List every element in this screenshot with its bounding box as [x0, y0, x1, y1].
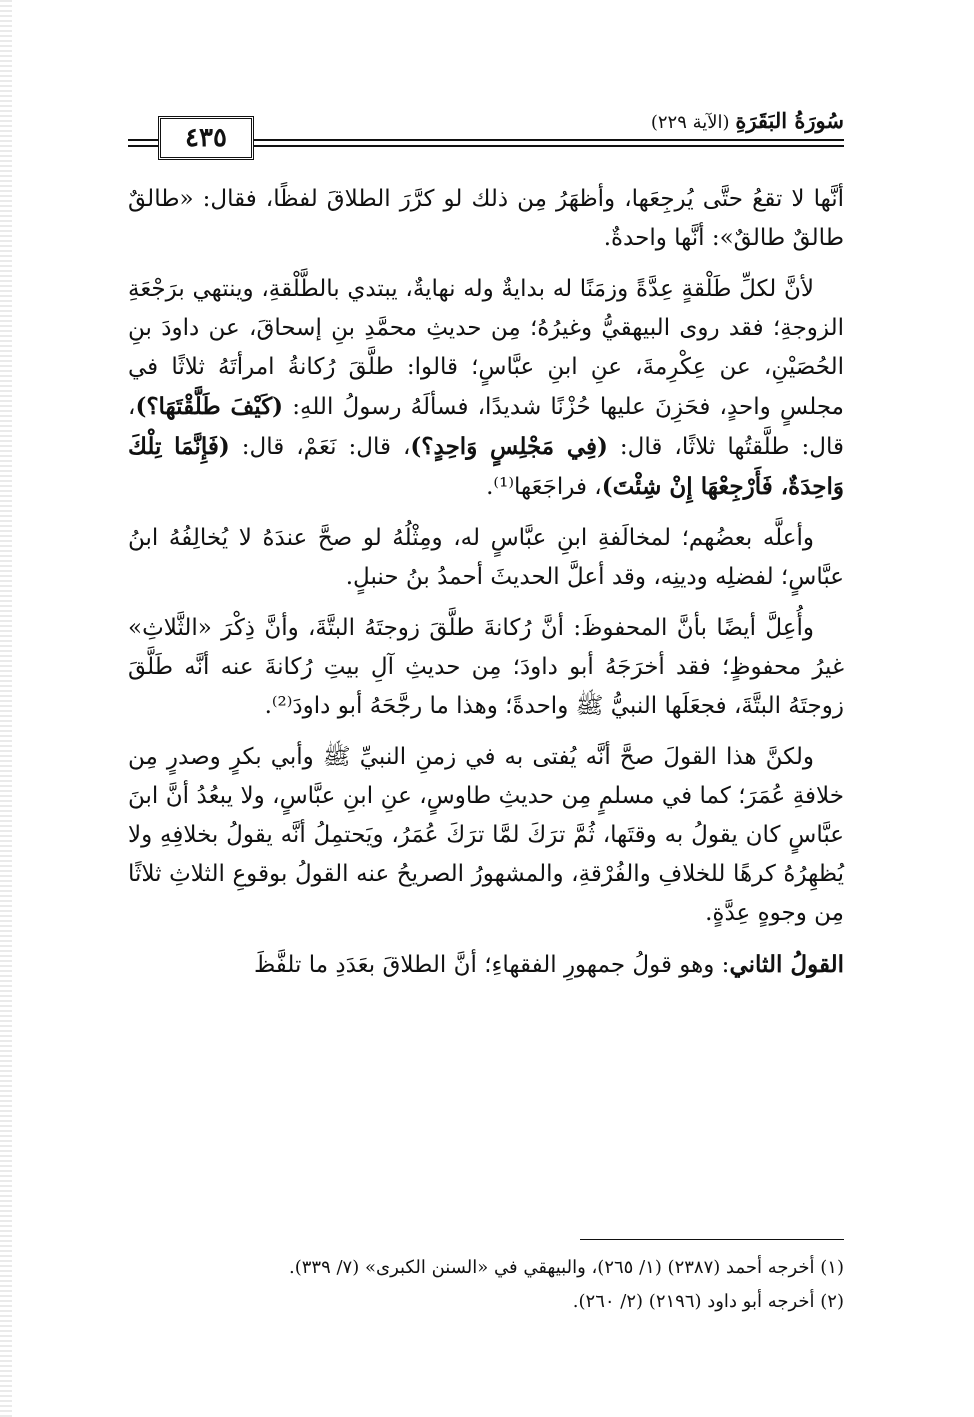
text-segment: لأنَّ لكلِّ طَلْقةٍ عِدَّةً وزمَنًا له بدايةٌ وله نهايةٌ، يبتدي بالطَّلْقةِ، وينتهي برَجْعَةِ الزوجةِ؛ فقد روى البيهقيُّ وغيرُهُ؛ مِن حديثِ محمَّدِ بنِ إسحاقَ، عن داودَ بنِ الحُصَيْنِ، عن عِكْرِمةَ، عنِ ابنِ عبَّاسٍ؛ قالوا: طلَّقَ رُكانةُ امرأتَهُ ثلاثًا في مجلسٍ واحدٍ، فحَزِنَ عليها حُزْنًا شديدًا، فسألَهُ رسولُ اللهِ:: [128, 276, 844, 420]
paragraph: ولكنَّ هذا القولَ صحَّ أنَّه يُفتى به في زمنِ النبيِّ ﷺ وأبي بكرٍ وصدرٍ مِن خلافةِ عُمَرَ؛ كما في مسلمٍ مِن حديثِ طاوسٍ، عنِ ابنِ عبَّاسٍ، ولا يبعُدُ أنَّ ابنَ عبَّاسٍ كان يقولُ به وقتَها، ثُمَّ ترَكَ لمَّا ترَكَ عُمَرُ، ويَحتمِلُ أنَّه يقولُ بخلافِهِ ولا يُظهِرُهُ كرهًا للخلافِ والفُرْقةِ، والمشهورُ الصريحُ عنه القولُ بوقوعِ الثلاثِ ثلاثًا مِن وجوهٍ عِدَّةٍ.: [128, 744, 844, 926]
footnote-rule: [580, 1239, 844, 1240]
page-header: [128, 108, 844, 156]
hadith-quote: (كَيْفَ طَلَّقْتَهَا؟): [135, 393, 284, 420]
paragraph: [128, 945, 844, 985]
text-segment: ، قال: نَعَمْ، قال:: [229, 434, 411, 460]
hadith-quote: (فَإِنَّمَا تِلْكَ وَاحِدَةٌ، فَأَرْجِعْهَا إِنْ شِئْتَ): [128, 433, 844, 500]
text-segment: ، قال: طلَّقتُها ثلاثًا، قال:: [128, 394, 845, 460]
header-rule: [246, 145, 844, 147]
scan-edge-artifact: [0, 0, 12, 1417]
page-number: ٤٣٥: [158, 116, 254, 160]
hadith-quote: (فِي مَجْلِسٍ وَاحِدٍ؟): [410, 433, 608, 460]
sura-name: سُورَةُ البَقَرَةِ: [735, 108, 844, 133]
paragraph: أنَّها لا تقعُ حتَّى يُرجِعَها، وأظهَرُ مِن ذلك لو كرَّرَ الطلاقَ لفظًا، فقال: «طالقٌ طالقٌ طالقٌ»: أنَّها واحدةٌ.: [128, 186, 844, 251]
footnote: (٢) أخرجه أبو داود (٢١٩٦) (٢/ ٢٦٠).: [572, 1291, 844, 1312]
text-segment: ، فراجَعَها⁽¹⁾.: [486, 474, 602, 500]
footnote: (١) أخرجه أحمد (٢٣٨٧) (١/ ٢٦٥)، والبيهقي في «السنن الكبرى» (٧/ ٣٣٩).: [288, 1257, 844, 1278]
section-heading: القولُ الثاني: [729, 951, 844, 978]
text-segment: : وهو قولُ جمهورِ الفقهاءِ؛ أنَّ الطلاقَ بعَدَدِ ما تلفَّظَ: [253, 952, 730, 978]
verse-reference: (الآية ٢٢٩): [650, 112, 730, 133]
main-text: [128, 180, 844, 997]
header-rule: [246, 139, 844, 141]
paragraph: [128, 270, 844, 507]
paragraph: وأُعِلَّ أيضًا بأنَّ المحفوظَ: أنَّ رُكانةَ طلَّقَ زوجتَهُ البتَّةَ، وأنَّ ذِكْرَ «الثَّلاثِ» غيرُ محفوظٍ؛ فقد أخرَجَهُ أبو داودَ؛ مِن حديثِ آلِ بيتِ رُكانةَ عنه أنَّه طَلَّقَ زوجتَهُ البتَّةَ، فجعَلَها النبيُّ ﷺ واحدةً؛ وهذا ما رجَّحَهُ أبو داودَ⁽²⁾.: [128, 615, 844, 719]
running-title: [651, 108, 844, 133]
paragraph: وأعلَّه بعضُهم؛ لمخالَفةِ ابنِ عبَّاسٍ له، ومِثْلُهُ لو صحَّ عندَهُ لا يُخالِفُهُ ابنُ عبَّاسٍ؛ لفضلِه ودينِه، وقد أعلَّ الحديثَ أحمدُ بنُ حنبلٍ.: [128, 525, 844, 590]
footnotes: [128, 1251, 844, 1319]
